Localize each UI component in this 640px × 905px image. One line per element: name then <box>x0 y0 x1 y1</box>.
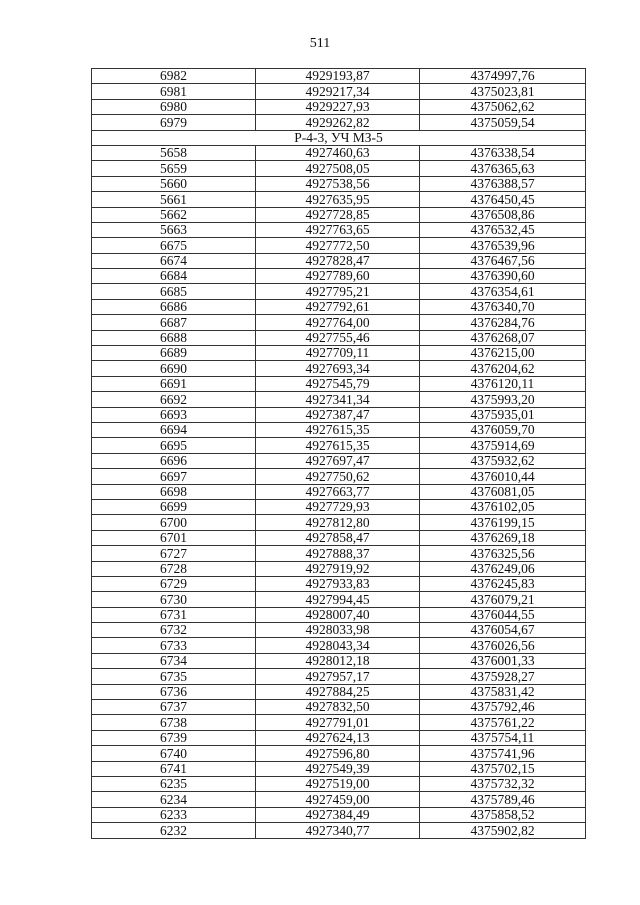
x-coordinate-cell: 4927624,13 <box>256 730 420 745</box>
x-coordinate-cell: 4928033,98 <box>256 623 420 638</box>
point-number-cell: 6687 <box>92 315 256 330</box>
table-row <box>92 207 586 222</box>
y-coordinate-cell: 4376044,55 <box>420 607 586 622</box>
y-coordinate-cell: 4375741,96 <box>420 746 586 761</box>
x-coordinate-cell: 4927596,80 <box>256 746 420 761</box>
point-number-cell: 6981 <box>92 84 256 99</box>
x-coordinate-cell: 4927729,93 <box>256 499 420 514</box>
point-number-cell: 6686 <box>92 299 256 314</box>
x-coordinate-cell: 4927828,47 <box>256 253 420 268</box>
point-number-cell: 6693 <box>92 407 256 422</box>
y-coordinate-cell: 4376450,45 <box>420 192 586 207</box>
point-number-cell: 6694 <box>92 422 256 437</box>
point-number-cell: 6690 <box>92 361 256 376</box>
y-coordinate-cell: 4376508,86 <box>420 207 586 222</box>
table-row <box>92 361 586 376</box>
x-coordinate-cell: 4927340,77 <box>256 823 420 838</box>
coordinates-table <box>91 68 586 839</box>
table-row <box>92 576 586 591</box>
y-coordinate-cell: 4376269,18 <box>420 530 586 545</box>
table-row <box>92 807 586 822</box>
point-number-cell: 6731 <box>92 607 256 622</box>
point-number-cell: 6701 <box>92 530 256 545</box>
y-coordinate-cell: 4376102,05 <box>420 499 586 514</box>
table-row <box>92 84 586 99</box>
table-row <box>92 823 586 838</box>
point-number-cell: 6979 <box>92 115 256 130</box>
y-coordinate-cell: 4375993,20 <box>420 392 586 407</box>
table-row <box>92 269 586 284</box>
point-number-cell: 6232 <box>92 823 256 838</box>
x-coordinate-cell: 4927519,00 <box>256 776 420 791</box>
y-coordinate-cell: 4376001,33 <box>420 653 586 668</box>
table-row <box>92 253 586 268</box>
y-coordinate-cell: 4375789,46 <box>420 792 586 807</box>
table-row <box>92 746 586 761</box>
x-coordinate-cell: 4927549,39 <box>256 761 420 776</box>
point-number-cell: 6688 <box>92 330 256 345</box>
point-number-cell: 6735 <box>92 669 256 684</box>
x-coordinate-cell: 4927795,21 <box>256 284 420 299</box>
y-coordinate-cell: 4375023,81 <box>420 84 586 99</box>
point-number-cell: 6737 <box>92 700 256 715</box>
y-coordinate-cell: 4376539,96 <box>420 238 586 253</box>
x-coordinate-cell: 4927994,45 <box>256 592 420 607</box>
table-row <box>92 530 586 545</box>
x-coordinate-cell: 4927933,83 <box>256 576 420 591</box>
table-row <box>92 515 586 530</box>
x-coordinate-cell: 4927460,63 <box>256 145 420 160</box>
table-row <box>92 284 586 299</box>
point-number-cell: 6684 <box>92 269 256 284</box>
x-coordinate-cell: 4928012,18 <box>256 653 420 668</box>
y-coordinate-cell: 4376215,00 <box>420 346 586 361</box>
y-coordinate-cell: 4376054,67 <box>420 623 586 638</box>
y-coordinate-cell: 4375792,46 <box>420 700 586 715</box>
point-number-cell: 6235 <box>92 776 256 791</box>
x-coordinate-cell: 4927459,00 <box>256 792 420 807</box>
y-coordinate-cell: 4376284,76 <box>420 315 586 330</box>
point-number-cell: 6696 <box>92 453 256 468</box>
x-coordinate-cell: 4929262,82 <box>256 115 420 130</box>
point-number-cell: 5662 <box>92 207 256 222</box>
point-number-cell: 6695 <box>92 438 256 453</box>
table-row <box>92 376 586 391</box>
x-coordinate-cell: 4927884,25 <box>256 684 420 699</box>
table-row <box>92 438 586 453</box>
y-coordinate-cell: 4376354,61 <box>420 284 586 299</box>
section-title: Р-4-3, УЧ МЗ-5 <box>92 130 586 145</box>
y-coordinate-cell: 4376390,60 <box>420 269 586 284</box>
x-coordinate-cell: 4927697,47 <box>256 453 420 468</box>
y-coordinate-cell: 4376365,63 <box>420 161 586 176</box>
point-number-cell: 6741 <box>92 761 256 776</box>
table-row <box>92 115 586 130</box>
point-number-cell: 6728 <box>92 561 256 576</box>
point-number-cell: 6234 <box>92 792 256 807</box>
table-row <box>92 592 586 607</box>
x-coordinate-cell: 4927789,60 <box>256 269 420 284</box>
point-number-cell: 6700 <box>92 515 256 530</box>
y-coordinate-cell: 4375062,62 <box>420 99 586 114</box>
x-coordinate-cell: 4927615,35 <box>256 438 420 453</box>
point-number-cell: 5663 <box>92 222 256 237</box>
table-row <box>92 499 586 514</box>
point-number-cell: 6733 <box>92 638 256 653</box>
section-header <box>92 130 586 145</box>
x-coordinate-cell: 4927508,05 <box>256 161 420 176</box>
y-coordinate-cell: 4374997,76 <box>420 69 586 84</box>
point-number-cell: 6674 <box>92 253 256 268</box>
y-coordinate-cell: 4376338,54 <box>420 145 586 160</box>
y-coordinate-cell: 4375702,15 <box>420 761 586 776</box>
x-coordinate-cell: 4928043,34 <box>256 638 420 653</box>
x-coordinate-cell: 4927615,35 <box>256 422 420 437</box>
x-coordinate-cell: 4928007,40 <box>256 607 420 622</box>
point-number-cell: 6691 <box>92 376 256 391</box>
point-number-cell: 6698 <box>92 484 256 499</box>
y-coordinate-cell: 4376249,06 <box>420 561 586 576</box>
table-row <box>92 561 586 576</box>
table-body-after <box>92 145 586 838</box>
x-coordinate-cell: 4927791,01 <box>256 715 420 730</box>
y-coordinate-cell: 4376325,56 <box>420 546 586 561</box>
x-coordinate-cell: 4927763,65 <box>256 222 420 237</box>
y-coordinate-cell: 4376245,83 <box>420 576 586 591</box>
y-coordinate-cell: 4376388,57 <box>420 176 586 191</box>
y-coordinate-cell: 4375754,11 <box>420 730 586 745</box>
table-row <box>92 315 586 330</box>
point-number-cell: 6730 <box>92 592 256 607</box>
table-row <box>92 684 586 699</box>
point-number-cell: 6736 <box>92 684 256 699</box>
x-coordinate-cell: 4927663,77 <box>256 484 420 499</box>
x-coordinate-cell: 4929193,87 <box>256 69 420 84</box>
table-row <box>92 69 586 84</box>
x-coordinate-cell: 4929217,34 <box>256 84 420 99</box>
table-row <box>92 238 586 253</box>
table-row <box>92 392 586 407</box>
point-number-cell: 6233 <box>92 807 256 822</box>
x-coordinate-cell: 4927888,37 <box>256 546 420 561</box>
y-coordinate-cell: 4376340,70 <box>420 299 586 314</box>
point-number-cell: 6740 <box>92 746 256 761</box>
table-row <box>92 792 586 807</box>
table-row <box>92 715 586 730</box>
point-number-cell: 6675 <box>92 238 256 253</box>
table-row <box>92 222 586 237</box>
point-number-cell: 5661 <box>92 192 256 207</box>
y-coordinate-cell: 4376079,21 <box>420 592 586 607</box>
section-header-row <box>92 130 586 145</box>
y-coordinate-cell: 4375732,32 <box>420 776 586 791</box>
table-row <box>92 407 586 422</box>
x-coordinate-cell: 4927919,92 <box>256 561 420 576</box>
table-row <box>92 638 586 653</box>
point-number-cell: 6697 <box>92 469 256 484</box>
y-coordinate-cell: 4376467,56 <box>420 253 586 268</box>
table-row <box>92 453 586 468</box>
point-number-cell: 6732 <box>92 623 256 638</box>
y-coordinate-cell: 4376268,07 <box>420 330 586 345</box>
x-coordinate-cell: 4927728,85 <box>256 207 420 222</box>
table-row <box>92 176 586 191</box>
x-coordinate-cell: 4927538,56 <box>256 176 420 191</box>
table-row <box>92 145 586 160</box>
x-coordinate-cell: 4927750,62 <box>256 469 420 484</box>
table-row <box>92 330 586 345</box>
table-row <box>92 700 586 715</box>
x-coordinate-cell: 4927812,80 <box>256 515 420 530</box>
point-number-cell: 6982 <box>92 69 256 84</box>
x-coordinate-cell: 4927635,95 <box>256 192 420 207</box>
y-coordinate-cell: 4376059,70 <box>420 422 586 437</box>
table-row <box>92 653 586 668</box>
table-row <box>92 761 586 776</box>
y-coordinate-cell: 4375902,82 <box>420 823 586 838</box>
table-row <box>92 422 586 437</box>
point-number-cell: 6734 <box>92 653 256 668</box>
point-number-cell: 6980 <box>92 99 256 114</box>
x-coordinate-cell: 4927755,46 <box>256 330 420 345</box>
table-row <box>92 192 586 207</box>
y-coordinate-cell: 4376120,11 <box>420 376 586 391</box>
point-number-cell: 6729 <box>92 576 256 591</box>
table-row <box>92 669 586 684</box>
x-coordinate-cell: 4927709,11 <box>256 346 420 361</box>
x-coordinate-cell: 4927858,47 <box>256 530 420 545</box>
table-row <box>92 484 586 499</box>
x-coordinate-cell: 4927792,61 <box>256 299 420 314</box>
point-number-cell: 5658 <box>92 145 256 160</box>
x-coordinate-cell: 4927832,50 <box>256 700 420 715</box>
table-row <box>92 161 586 176</box>
x-coordinate-cell: 4927693,34 <box>256 361 420 376</box>
x-coordinate-cell: 4927341,34 <box>256 392 420 407</box>
point-number-cell: 6727 <box>92 546 256 561</box>
point-number-cell: 6685 <box>92 284 256 299</box>
y-coordinate-cell: 4375831,42 <box>420 684 586 699</box>
point-number-cell: 6692 <box>92 392 256 407</box>
x-coordinate-cell: 4927957,17 <box>256 669 420 684</box>
point-number-cell: 5660 <box>92 176 256 191</box>
y-coordinate-cell: 4375858,52 <box>420 807 586 822</box>
point-number-cell: 6699 <box>92 499 256 514</box>
y-coordinate-cell: 4376204,62 <box>420 361 586 376</box>
x-coordinate-cell: 4927545,79 <box>256 376 420 391</box>
y-coordinate-cell: 4375928,27 <box>420 669 586 684</box>
table-row <box>92 469 586 484</box>
y-coordinate-cell: 4375932,62 <box>420 453 586 468</box>
x-coordinate-cell: 4927384,49 <box>256 807 420 822</box>
y-coordinate-cell: 4376010,44 <box>420 469 586 484</box>
table-row <box>92 776 586 791</box>
table-row <box>92 607 586 622</box>
x-coordinate-cell: 4927387,47 <box>256 407 420 422</box>
point-number-cell: 5659 <box>92 161 256 176</box>
y-coordinate-cell: 4376199,15 <box>420 515 586 530</box>
table-row <box>92 623 586 638</box>
x-coordinate-cell: 4927764,00 <box>256 315 420 330</box>
point-number-cell: 6689 <box>92 346 256 361</box>
x-coordinate-cell: 4929227,93 <box>256 99 420 114</box>
y-coordinate-cell: 4375914,69 <box>420 438 586 453</box>
table-row <box>92 730 586 745</box>
table-row <box>92 546 586 561</box>
table-row <box>92 346 586 361</box>
x-coordinate-cell: 4927772,50 <box>256 238 420 253</box>
y-coordinate-cell: 4376026,56 <box>420 638 586 653</box>
table-row <box>92 99 586 114</box>
page-number: 511 <box>309 36 331 51</box>
y-coordinate-cell: 4375761,22 <box>420 715 586 730</box>
point-number-cell: 6739 <box>92 730 256 745</box>
table-body-before <box>92 69 586 131</box>
y-coordinate-cell: 4376532,45 <box>420 222 586 237</box>
table-row <box>92 299 586 314</box>
point-number-cell: 6738 <box>92 715 256 730</box>
y-coordinate-cell: 4375059,54 <box>420 115 586 130</box>
y-coordinate-cell: 4376081,05 <box>420 484 586 499</box>
y-coordinate-cell: 4375935,01 <box>420 407 586 422</box>
